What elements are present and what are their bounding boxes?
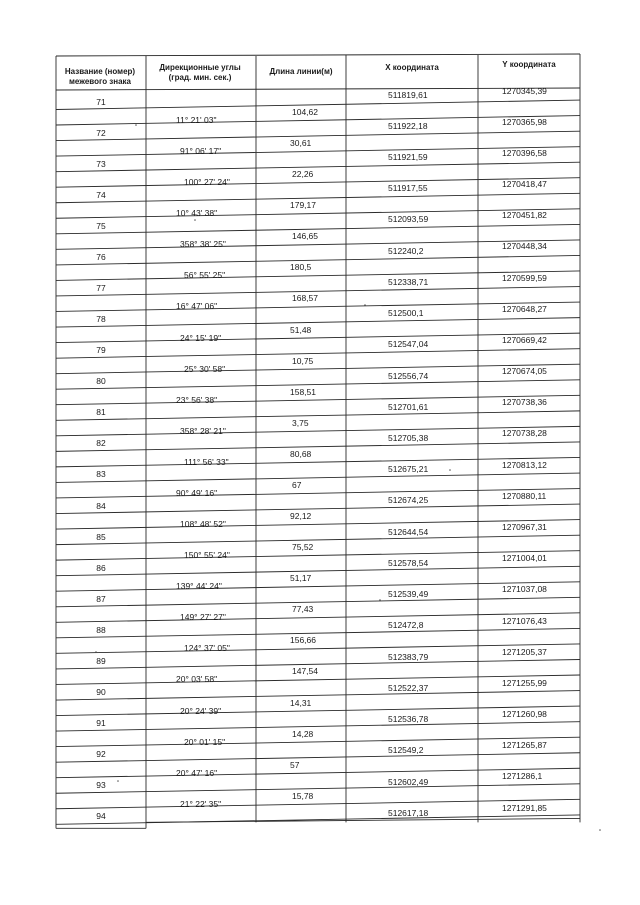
point-y-coordinate: 1270967,31 — [502, 522, 547, 533]
point-name: 74 — [96, 189, 106, 200]
segment-length: 147,54 — [292, 666, 318, 677]
segment-length: 158,51 — [290, 386, 316, 397]
point-x-coordinate: 512675,21 — [388, 464, 429, 475]
point-y-coordinate: 1271265,87 — [502, 740, 547, 751]
point-y-coordinate: 1270599,59 — [502, 272, 547, 283]
point-y-coordinate: 1270418,47 — [502, 179, 547, 190]
point-x-coordinate: 512617,18 — [388, 807, 429, 818]
point-name: 84 — [96, 500, 106, 511]
segment-length: 3,75 — [292, 417, 309, 428]
segment-length: 80,68 — [290, 448, 312, 459]
segment-angle: 150° 55' 24" — [184, 550, 230, 561]
segment-length: 180,5 — [290, 262, 312, 273]
segment-angle: 11° 21' 03" — [176, 115, 217, 125]
segment-length: 179,17 — [290, 200, 316, 211]
point-name: 76 — [96, 251, 106, 262]
point-x-coordinate: 511921,59 — [388, 151, 428, 162]
scan-speck — [135, 124, 137, 126]
point-y-coordinate: 1270880,11 — [502, 490, 547, 501]
header-x: X координата — [385, 63, 439, 72]
point-name: 77 — [96, 282, 106, 293]
point-x-coordinate: 512522,37 — [388, 682, 429, 693]
segment-length: 75,52 — [292, 542, 314, 553]
segment-length: 104,62 — [292, 107, 318, 117]
segment-length: 67 — [292, 479, 302, 490]
point-y-coordinate: 1271286,1 — [502, 771, 543, 782]
scan-speck — [599, 829, 601, 831]
point-x-coordinate: 512536,78 — [388, 714, 429, 725]
point-x-coordinate: 512705,38 — [388, 433, 429, 444]
segment-length: 92,12 — [290, 511, 312, 522]
point-name: 92 — [96, 749, 106, 760]
point-y-coordinate: 1271260,98 — [502, 709, 547, 720]
point-name: 78 — [96, 314, 106, 325]
point-y-coordinate: 1270738,28 — [502, 428, 547, 439]
point-y-coordinate: 1270674,05 — [502, 366, 547, 377]
segment-angle: 16° 47' 06" — [176, 301, 218, 312]
point-x-coordinate: 512547,04 — [388, 339, 429, 350]
scan-speck — [449, 469, 451, 471]
point-x-coordinate: 512674,25 — [388, 495, 429, 506]
table-top-border — [56, 54, 580, 56]
point-x-coordinate: 512549,2 — [388, 745, 424, 756]
segment-length: 10,75 — [292, 355, 314, 366]
point-name: 82 — [96, 438, 106, 449]
point-x-coordinate: 512338,71 — [388, 276, 429, 287]
point-name: 94 — [96, 811, 106, 822]
point-y-coordinate: 1270669,42 — [502, 334, 547, 345]
header-name-line1: Название (номер) — [64, 67, 136, 76]
point-name: 89 — [96, 655, 106, 666]
segment-angle: 24° 15' 19" — [180, 332, 222, 343]
point-x-coordinate: 512500,1 — [388, 308, 424, 319]
point-name: 88 — [96, 624, 106, 635]
segment-angle: 111° 56' 33" — [184, 456, 229, 467]
point-name: 93 — [96, 780, 106, 791]
point-y-coordinate: 1271037,08 — [502, 584, 547, 595]
segment-length: 146,65 — [292, 231, 318, 242]
scan-speck — [379, 599, 381, 601]
point-x-coordinate: 512701,61 — [388, 401, 429, 412]
segment-length: 51,48 — [290, 324, 312, 335]
segment-angle: 90° 49' 16" — [176, 487, 218, 498]
point-y-coordinate: 1271205,37 — [502, 646, 547, 657]
point-name: 85 — [96, 531, 106, 542]
point-y-coordinate: 1271076,43 — [502, 615, 547, 626]
segment-angle: 100° 27' 24" — [184, 177, 230, 188]
header-length: Длина линии(м) — [269, 67, 333, 76]
segment-length: 77,43 — [292, 604, 314, 615]
point-x-coordinate: 512383,79 — [388, 651, 429, 662]
point-name: 87 — [96, 593, 106, 604]
segment-angle: 108° 48' 52" — [180, 519, 226, 530]
point-x-coordinate: 512472,8 — [388, 620, 424, 631]
point-y-coordinate: 1270365,98 — [502, 116, 547, 127]
point-x-coordinate: 511922,18 — [388, 120, 428, 131]
segment-length: 30,61 — [290, 138, 312, 149]
point-name: 90 — [96, 687, 106, 698]
segment-angle: 20° 01' 15" — [184, 736, 226, 747]
point-name: 71 — [96, 96, 106, 107]
header-angle-line1: Дирекционные углы — [159, 63, 241, 72]
point-y-coordinate: 1270813,12 — [502, 459, 547, 470]
point-y-coordinate: 1270648,27 — [502, 303, 547, 314]
segment-angle: 20° 47' 16" — [176, 767, 218, 778]
point-y-coordinate: 1270451,82 — [502, 210, 547, 221]
point-x-coordinate: 512556,74 — [388, 370, 429, 381]
segment-length: 14,31 — [290, 697, 312, 708]
point-y-coordinate: 1270396,58 — [502, 147, 547, 158]
header-angle — [146, 63, 254, 83]
segment-angle: 91° 06' 17" — [180, 146, 222, 157]
segment-angle: 21° 22' 35" — [180, 798, 222, 809]
point-x-coordinate: 511917,55 — [388, 183, 428, 194]
segment-length: 15,78 — [292, 790, 314, 801]
point-name: 79 — [96, 345, 106, 356]
point-x-coordinate: 512240,2 — [388, 245, 424, 256]
segment-angle: 124° 37' 05" — [184, 643, 230, 654]
point-name: 80 — [96, 376, 106, 387]
segment-angle: 139° 44' 24" — [176, 581, 222, 592]
point-y-coordinate: 1270448,34 — [502, 241, 547, 252]
segment-angle: 10° 43' 38" — [176, 208, 218, 219]
segment-angle: 149° 27' 27" — [180, 612, 226, 623]
segment-length: 156,66 — [290, 635, 316, 646]
scan-speck — [194, 219, 196, 221]
scan-speck — [95, 651, 97, 653]
segment-angle: 23° 56' 38" — [176, 394, 218, 405]
point-y-coordinate: 1270738,36 — [502, 397, 547, 408]
segment-angle: 358° 38' 25" — [180, 239, 226, 250]
point-x-coordinate: 511819,61 — [388, 89, 428, 100]
point-name: 75 — [96, 220, 106, 231]
segment-angle: 56° 55' 25" — [184, 270, 226, 281]
point-x-coordinate: 512578,54 — [388, 557, 429, 568]
point-y-coordinate: 1271255,99 — [502, 677, 547, 688]
point-x-coordinate: 512539,49 — [388, 589, 429, 600]
point-y-coordinate: 1271004,01 — [502, 553, 547, 564]
point-name: 73 — [96, 158, 106, 169]
point-name: 91 — [96, 718, 106, 729]
segment-angle: 20° 24' 39" — [180, 705, 222, 716]
segment-length: 57 — [290, 759, 300, 770]
segment-length: 168,57 — [292, 293, 318, 304]
point-name: 81 — [96, 407, 106, 418]
header-y: Y координата — [502, 60, 556, 69]
point-y-coordinate: 1271291,85 — [502, 802, 547, 813]
point-name: 72 — [96, 127, 106, 138]
point-x-coordinate: 512093,59 — [388, 214, 429, 225]
segment-angle: 25° 30' 58" — [184, 363, 226, 374]
point-name: 86 — [96, 562, 106, 573]
segment-angle: 358° 28' 21" — [180, 425, 226, 436]
scan-speck — [364, 304, 366, 306]
point-name: 83 — [96, 469, 106, 480]
point-x-coordinate: 512644,54 — [388, 526, 429, 537]
segment-length: 22,26 — [292, 169, 314, 180]
header-angle-line2: (град. мин. сек.) — [168, 73, 232, 82]
header-name-line2: межевого знака — [68, 77, 132, 86]
point-x-coordinate: 512602,49 — [388, 776, 429, 787]
header-name — [56, 67, 144, 87]
segment-length: 51,17 — [290, 573, 312, 584]
point-y-coordinate: 1270345,39 — [502, 85, 547, 96]
segment-length: 14,28 — [292, 728, 314, 739]
segment-angle: 20° 03' 58" — [176, 674, 218, 685]
